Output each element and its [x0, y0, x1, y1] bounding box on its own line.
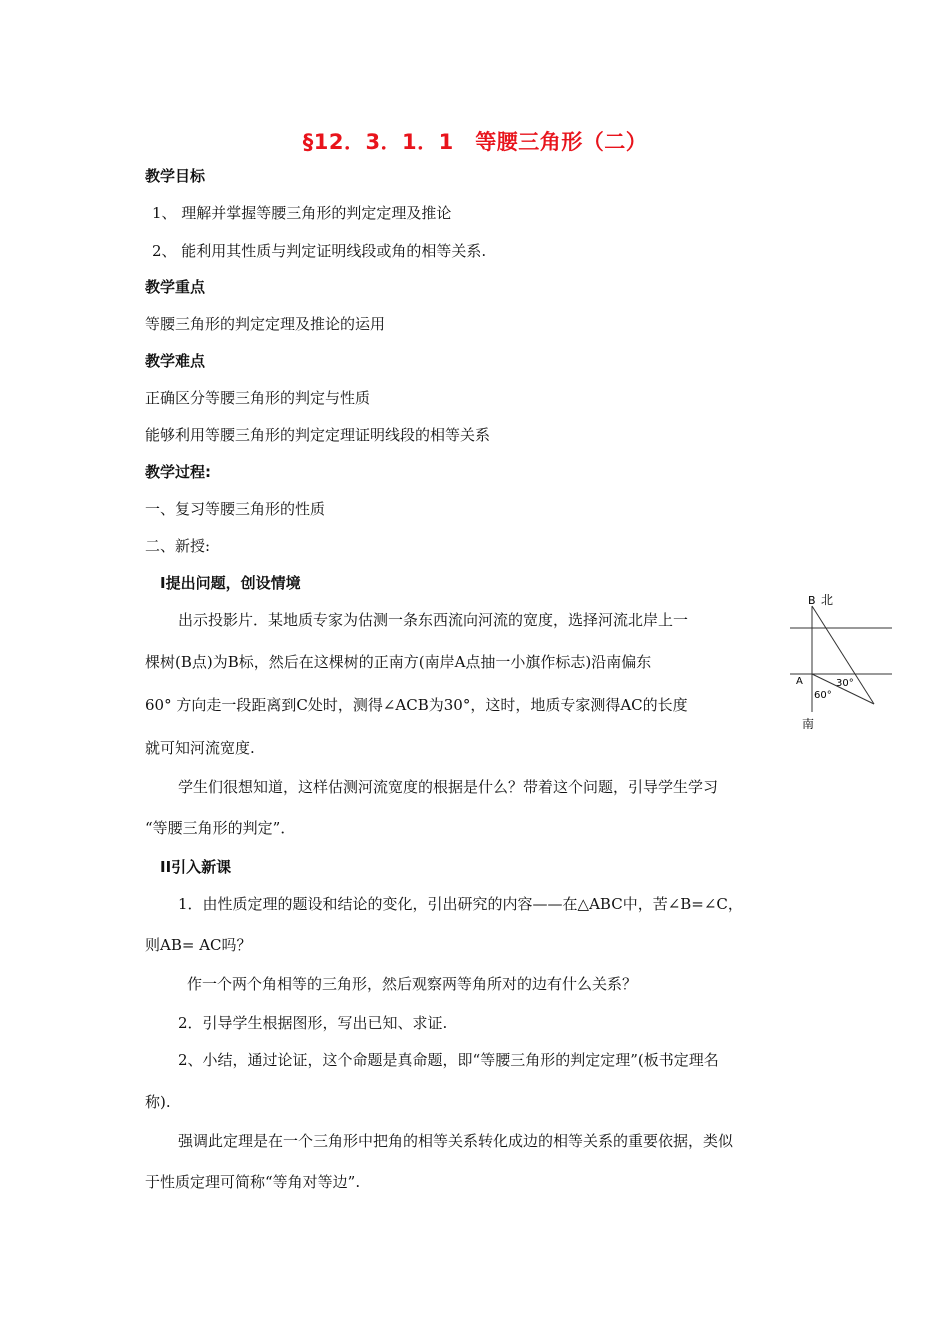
part2-heading: II引入新课: [160, 858, 232, 876]
part2-step1-line2: 则AB= AC吗？: [145, 936, 252, 954]
part2-summary-line1: 2、小结，通过论证，这个命题是真命题，即“等腰三角形的判定定理”(板书定理名: [178, 1051, 719, 1069]
angle-60-label: 60°: [814, 690, 832, 701]
river-width-diagram: [788, 590, 894, 735]
label-b: B: [808, 594, 816, 607]
goals-heading: 教学目标: [145, 167, 206, 185]
difficulties-heading: 教学难点: [145, 352, 206, 370]
key-points-heading: 教学重点: [145, 278, 206, 296]
part2-emphasis-line2: 于性质定理可简称“等角对等边”.: [145, 1173, 361, 1191]
key-points-text: 等腰三角形的判定定理及推论的运用: [145, 315, 386, 333]
part2-summary-line2: 称).: [145, 1093, 171, 1111]
part2-emphasis-line1: 强调此定理是在一个三角形中把角的相等关系转化成边的相等关系的重要依据，类似: [178, 1132, 734, 1150]
goal-item-2: 2、 能利用其性质与判定证明线段或角的相等关系.: [152, 242, 487, 260]
part1-paragraph2-line2: “等腰三角形的判定”．: [145, 819, 296, 837]
part2-step1-line3: 作一个两个角相等的三角形，然后观察两等角所对的边有什么关系？: [187, 975, 638, 993]
part1-paragraph2-line1: 学生们很想知道，这样估测河流宽度的根据是什么？带着这个问题，引导学生学习: [178, 778, 719, 796]
part2-step2: 2．引导学生根据图形，写出已知、求证.: [178, 1014, 448, 1032]
part1-paragraph1-line2: 棵树(B点)为B标，然后在这棵树的正南方(南岸A点抽一小旗作标志)沿南偏东: [145, 653, 652, 671]
part1-paragraph1-line1: 出示投影片．某地质专家为估测一条东西流向河流的宽度，选择河流北岸上一: [178, 611, 689, 629]
label-north: 北: [821, 593, 834, 607]
label-south: 南: [802, 717, 815, 731]
angle-30-label: 30°: [836, 678, 854, 689]
difficulty-item-1: 正确区分等腰三角形的判定与性质: [145, 389, 371, 407]
goal-item-1: 1、 理解并掌握等腰三角形的判定定理及推论: [152, 204, 452, 222]
part1-heading: I提出问题，创设情境: [160, 574, 301, 592]
process-step-2: 二、新授:: [145, 537, 211, 555]
part1-paragraph1-line3: 60° 方向走一段距离到C处时，测得∠ACB为30°，这时，地质专家测得AC的长度: [145, 696, 688, 714]
part1-paragraph1-line4: 就可知河流宽度.: [145, 739, 255, 757]
difficulty-item-2: 能够利用等腰三角形的判定定理证明线段的相等关系: [145, 426, 491, 444]
page-title: §12．3．1．1 等腰三角形（二）: [302, 130, 648, 154]
label-a: A: [796, 676, 803, 687]
process-step-1: 一、复习等腰三角形的性质: [145, 500, 326, 518]
part2-step1-line1: 1．由性质定理的题设和结论的变化，引出研究的内容——在△ABC中，苦∠B=∠C，: [178, 895, 743, 913]
process-heading: 教学过程:: [145, 463, 211, 481]
